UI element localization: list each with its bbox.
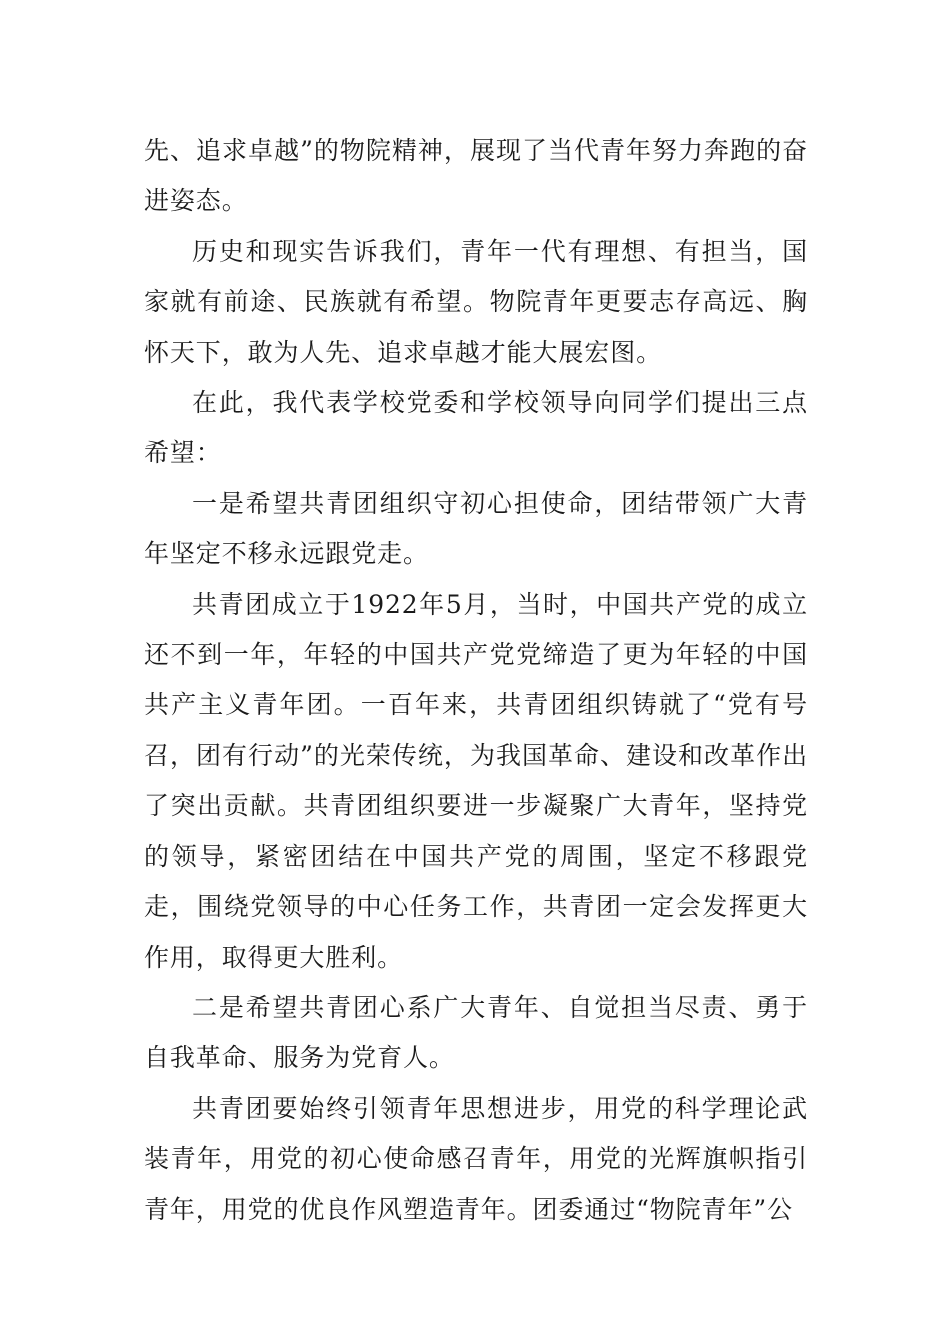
paragraph-league-history: 共青团成立于1922年5月，当时，中国共产党的成立还不到一年，年轻的中国共产党党缔造了更为年轻的中国共产主义青年团。一百年来，共青团组织铸就了“党有号召，团有行动”的光荣传统，为我国革命、建设和改革作出了突出贡献。共青团组织要进一步凝聚广大青年，坚持党的领导，紧密团结在中国共产党的周围，坚定不移跟党走，围绕党领导的中心任务工作，共青团一定会发挥更大作用，取得更大胜利。 xyxy=(144,589,808,972)
document-body xyxy=(144,126,808,1235)
paragraph-history: 历史和现实告诉我们，青年一代有理想、有担当，国家就有前途、民族就有希望。物院青年更要志存高远、胸怀天下，敢为人先、追求卓越才能大展宏图。 xyxy=(144,236,808,367)
paragraph-guide-youth: 共青团要始终引领青年思想进步，用党的科学理论武装青年，用党的初心使命感召青年，用党的光辉旗帜指引青年，用党的优良作风塑造青年。团委通过“物院青年”公 xyxy=(144,1093,808,1224)
paragraph-three-hopes-intro: 在此，我代表学校党委和学校领导向同学们提出三点希望： xyxy=(144,388,808,468)
paragraph-hope-one: 一是希望共青团组织守初心担使命，团结带领广大青年坚定不移永远跟党走。 xyxy=(144,488,808,569)
paragraph-continuation: 先、追求卓越”的物院精神，展现了当代青年努力奔跑的奋进姿态。 xyxy=(144,136,808,216)
paragraph-hope-two: 二是希望共青团心系广大青年、自觉担当尽责、勇于自我革命、服务为党育人。 xyxy=(144,992,808,1073)
